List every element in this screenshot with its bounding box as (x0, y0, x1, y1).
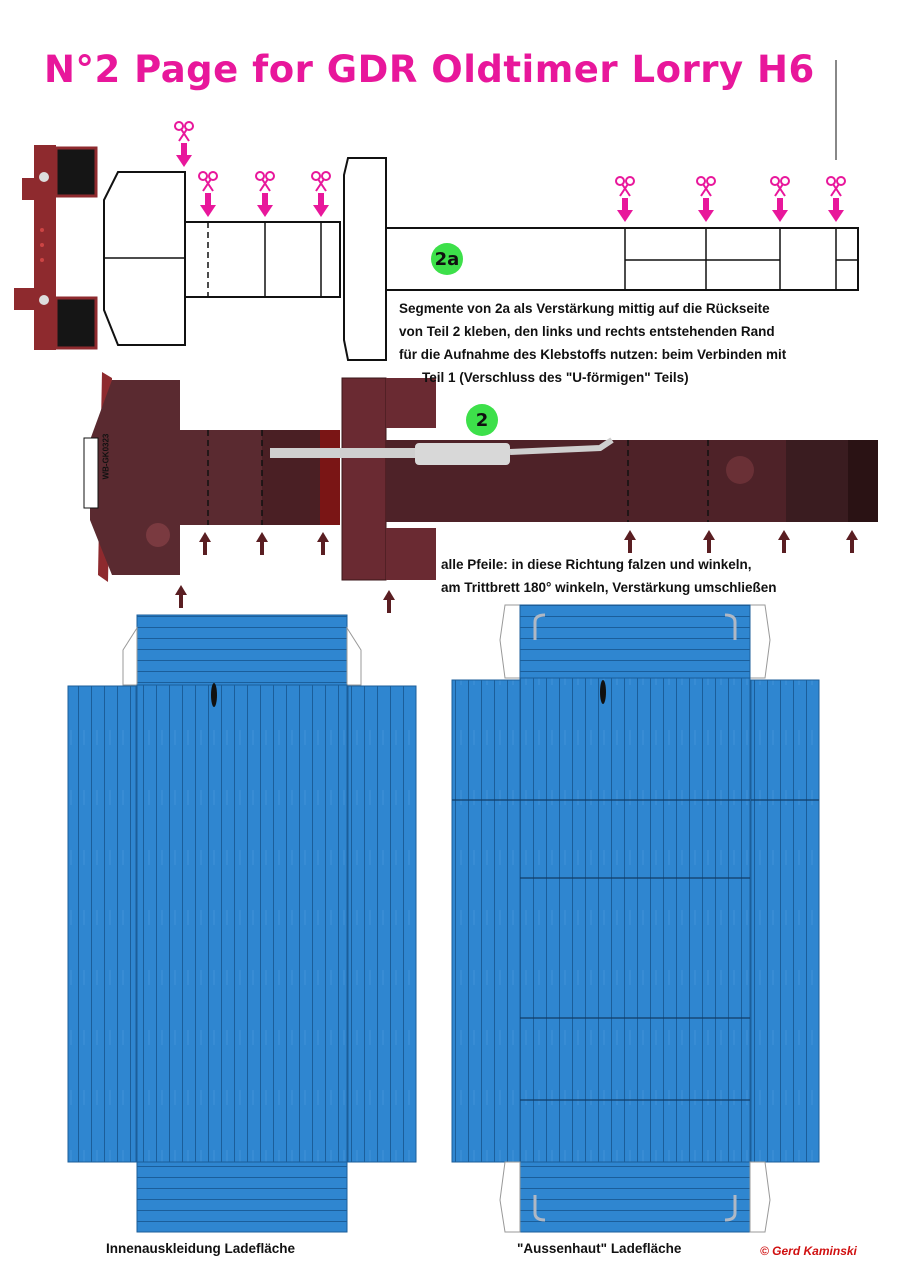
segments-instruction (399, 297, 786, 389)
inner-bed-lining (68, 615, 416, 1232)
scissors-markers (175, 122, 845, 222)
inner-bed-caption: Innenauskleidung Ladefläche (106, 1241, 296, 1256)
page-title: N°2 Page for GDR Oldtimer Lorry H6 (44, 48, 815, 91)
outer-bed-skin (452, 605, 819, 1232)
outer-bed-caption: "Aussenhaut" Ladefläche (517, 1241, 682, 1256)
segments-line-4: Teil 1 (Verschluss des "U-förmigen" Teils) (422, 370, 689, 385)
segments-line-1: Segmente von 2a als Verstärkung mittig auf die Rückseite (399, 301, 770, 316)
copyright: © Gerd Kaminski (760, 1244, 857, 1258)
license-plate (84, 438, 98, 508)
arrows-instruction (441, 553, 777, 599)
segments-line-2: von Teil 2 kleben, den links und rechts entstehenden Rand (399, 324, 775, 339)
part-2-badge: 2 (466, 404, 498, 436)
front-axle-part (14, 145, 96, 350)
arrows-line-1: alle Pfeile: in diese Richtung falzen und winkeln, (441, 557, 752, 572)
part-2a-badge: 2a (431, 243, 463, 275)
arrows-line-2: am Trittbrett 180° winkeln, Verstärkung umschließen (441, 580, 777, 595)
segments-line-3: für die Aufnahme des Klebstoffs nutzen: beim Verbinden mit (399, 347, 787, 362)
license-plate-text: WB-GK0323 (101, 433, 111, 480)
